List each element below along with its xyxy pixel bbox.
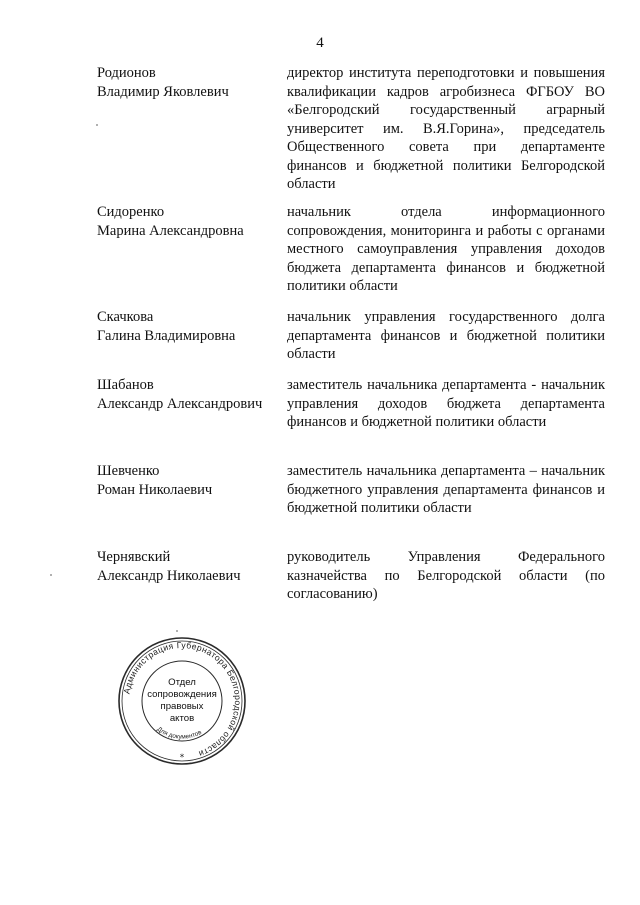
- member-given-names: Александр Николаевич: [97, 567, 241, 584]
- member-name: [97, 64, 277, 101]
- member-surname: Родионов: [97, 65, 156, 81]
- member-given-names: Владимир Яковлевич: [97, 83, 229, 100]
- stamp-center-line: актов: [169, 713, 195, 724]
- member-surname: Сидоренко: [97, 204, 165, 220]
- member-given-names: Александр Александрович: [97, 395, 263, 412]
- member-name: [97, 308, 277, 345]
- member-surname: Шевченко: [97, 463, 160, 479]
- official-stamp: [117, 636, 247, 766]
- member-given-names: Галина Владимировна: [97, 327, 236, 344]
- stamp-center-line: правовых: [160, 701, 204, 712]
- member-name: [97, 462, 277, 499]
- member-name: [97, 548, 277, 585]
- member-given-names: Роман Николаевич: [97, 481, 213, 498]
- member-name: [97, 376, 277, 413]
- stamp-bottom-text: Для документов: [155, 725, 203, 741]
- scan-speck: [96, 124, 98, 126]
- member-role: начальник управления государственного долга департамента финансов и бюджетной политики области: [287, 309, 605, 362]
- member-role: заместитель начальника департамента - начальник управления доходов бюджета департамента финансов и бюджетной политики области: [287, 377, 605, 430]
- member-given-names: Марина Александровна: [97, 222, 244, 239]
- member-role: начальник отдела информационного сопровождения, мониторинга и работы с органами местного самоуправления управления доходов бюджета департамента финансов и бюджетной политики области: [287, 204, 605, 294]
- member-surname: Чернявский: [97, 549, 171, 565]
- page-number: 4: [316, 35, 324, 51]
- stamp-star: *: [179, 753, 185, 763]
- member-surname: Скачкова: [97, 309, 154, 325]
- stamp-center-line: сопровождения: [147, 689, 217, 700]
- member-role: заместитель начальника департамента – начальник бюджетного управления департамента финансов и бюджетной политики области: [287, 463, 605, 516]
- member-role: директор института переподготовки и повышения квалификации кадров агробизнеса ФГБОУ ВО «Белгородский государственный аграрный университет им. В.Я.Горина», председатель Общественного совета при департаменте финансов и бюджетной политики Белгородской области: [287, 65, 605, 192]
- scan-speck: [176, 630, 178, 632]
- member-role: руководитель Управления Федерального казначейства по Белгородской области (по согласованию): [287, 549, 605, 602]
- stamp-center-line: Отдел: [168, 677, 196, 688]
- scan-speck: [50, 574, 52, 576]
- member-surname: Шабанов: [97, 377, 154, 393]
- stamp-ring-text: Администрация Губернатора Белгородской области: [121, 639, 244, 760]
- member-name: [97, 203, 277, 240]
